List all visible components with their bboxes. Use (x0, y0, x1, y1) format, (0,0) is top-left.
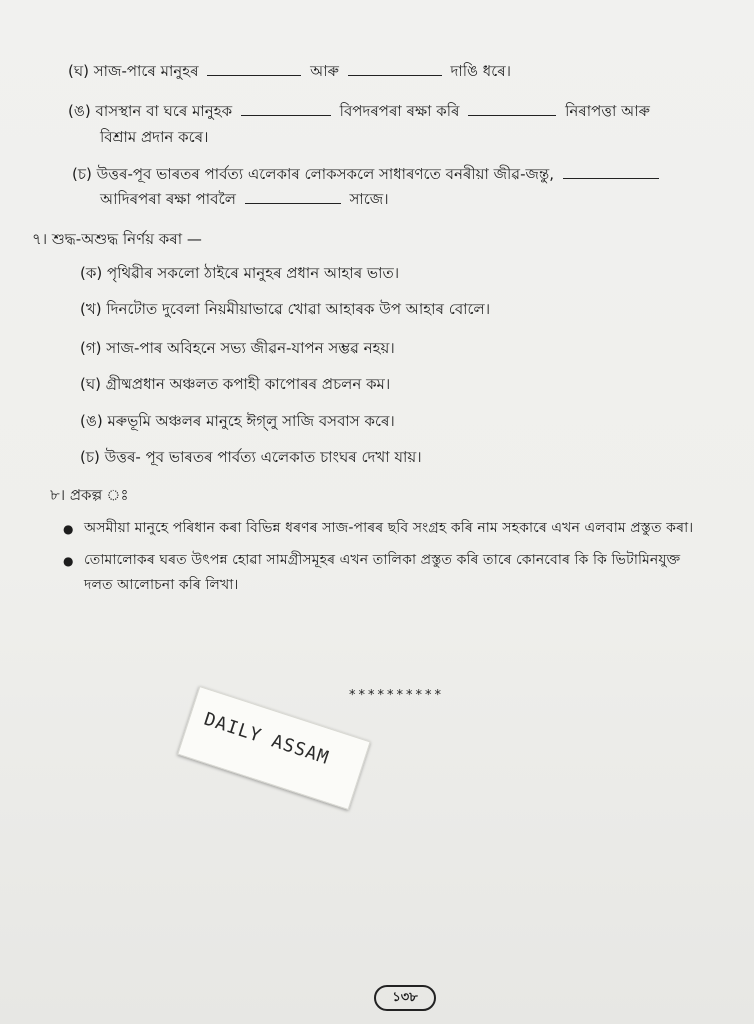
q8-bullet-2-line1: তোমালোকৰ ঘৰত উৎপন্ন হোৱা সামগ্ৰীসমূহৰ এখন তালিকা প্ৰস্তুত কৰি তাৰে কোনবোৰ কি কি ভিটামিনযুক্ত (84, 552, 681, 568)
q7-item-kha: (খ) দিনটোত দুবেলা নিয়মীয়াভাৱে খোৱা আহাৰক উপ আহাৰ বোলে। (80, 300, 491, 318)
q7-item-ga: (গ) সাজ-পাৰ অবিহনে সভ্য জীৱন-যাপন সম্ভৱ নহয়। (80, 339, 395, 357)
sticker-text: DAILY ASSAM (201, 708, 332, 769)
q7-item-umo: (ঙ) মৰুভূমি অঞ্চলৰ মানুহে ঈগ্‌লু সাজি বসবাস কৰে। (80, 412, 395, 430)
answer-blank (245, 189, 341, 204)
answer-blank (348, 61, 442, 76)
section-separator: ********** (349, 688, 444, 703)
answer-blank (241, 101, 331, 116)
answer-blank (563, 164, 659, 179)
page-number: ১৩৮ (374, 985, 436, 1011)
q8-bullet-2-line2: দলত আলোচনা কৰি লিখা। (84, 577, 239, 593)
fill-in-cha: (চ) উত্তৰ-পূব ভাৰতৰ পাৰ্বত্য এলেকাৰ লোকসকলে সাধাৰণতে বনৰীয়া জীৱ-জন্তু, (72, 163, 663, 185)
watermark-sticker (177, 686, 370, 810)
bullet-icon: ● (63, 522, 74, 536)
answer-blank (468, 101, 556, 116)
bullet-icon: ● (63, 554, 74, 568)
item-marker: (চ) (72, 165, 92, 183)
fill-in-gha: (ঘ) সাজ-পাৰে মানুহৰ আৰু দাঙি ধৰে। (68, 62, 512, 80)
answer-blank (207, 61, 301, 76)
q8-bullet-1: অসমীয়া মানুহে পৰিধান কৰা বিভিন্ন ধৰণৰ সাজ-পাৰৰ ছবি সংগ্ৰহ কৰি নাম সহকাৰে এখন এলবাম প্ৰস্তুত কৰা। (84, 520, 694, 536)
fill-in-umo-line2: বিশ্ৰাম প্ৰদান কৰে। (100, 128, 209, 146)
fill-in-umo: (ঙ) বাসস্থান বা ঘৰে মানুহক বিপদৰপৰা ৰক্ষা কৰি নিৰাপত্তা আৰু (68, 102, 650, 120)
q7-item-ka: (ক) পৃথিৱীৰ সকলো ঠাইৰে মানুহৰ প্ৰধান আহাৰ ভাত। (80, 264, 400, 282)
question-8-heading: ৮। প্ৰকল্প ঃ (50, 486, 129, 504)
item-marker: (ঘ) (68, 62, 89, 80)
question-7-heading: ৭। শুদ্ধ-অশুদ্ধ নিৰ্ণয় কৰা — (32, 230, 202, 248)
q7-item-cha: (চ) উত্তৰ- পূব ভাৰতৰ পাৰ্বত্য এলেকাত চাংঘৰ দেখা যায়। (80, 448, 422, 466)
fill-in-cha-line2: আদিৰপৰা ৰক্ষা পাবলৈ সাজে। (100, 190, 389, 208)
q7-item-gha: (ঘ) গ্ৰীষ্মপ্ৰধান অঞ্চলত কপাহী কাপোৰৰ প্ৰচলন কম। (80, 375, 391, 393)
item-marker: (ঙ) (68, 102, 91, 120)
